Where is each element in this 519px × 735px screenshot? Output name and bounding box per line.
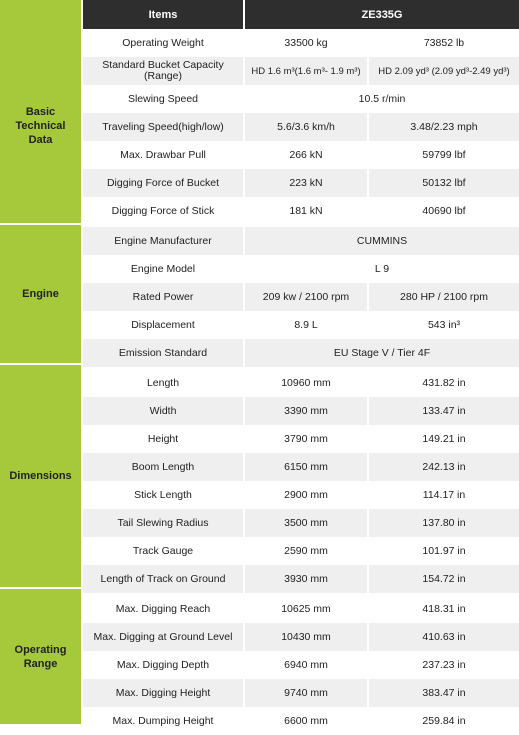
- group-operating-range: [0, 589, 81, 724]
- row-item-label: Engine Manufacturer: [83, 227, 243, 255]
- table-row: [83, 255, 519, 283]
- group-engine: [0, 225, 81, 363]
- row-imperial-value: 418.31 in: [369, 595, 519, 623]
- row-imperial-value: 543 in³: [369, 311, 519, 339]
- header-left-accent: [0, 0, 81, 29]
- row-item-label: Stick Length: [83, 481, 243, 509]
- table-row: [83, 57, 519, 85]
- row-value: L 9: [245, 255, 519, 283]
- row-metric-value: 10430 mm: [245, 623, 367, 651]
- table-row: [83, 141, 519, 169]
- row-value: EU Stage V / Tier 4F: [245, 339, 519, 367]
- row-imperial-value: 237.23 in: [369, 651, 519, 679]
- row-metric-value: 5.6/3.6 km/h: [245, 113, 367, 141]
- row-imperial-value: 50132 lbf: [369, 169, 519, 197]
- row-metric-value: 8.9 L: [245, 311, 367, 339]
- row-item-label: Rated Power: [83, 283, 243, 311]
- row-item-label: Boom Length: [83, 453, 243, 481]
- row-imperial-value: 149.21 in: [369, 425, 519, 453]
- row-imperial-value: 3.48/2.23 mph: [369, 113, 519, 141]
- table-row: [83, 453, 519, 481]
- group-label: Engine: [22, 288, 59, 300]
- row-metric-value: 209 kw / 2100 rpm: [245, 283, 367, 311]
- row-item-label: Max. Digging at Ground Level: [83, 623, 243, 651]
- row-metric-value: 33500 kg: [245, 29, 367, 57]
- row-item-label: Traveling Speed(high/low): [83, 113, 243, 141]
- row-value: 10.5 r/min: [245, 85, 519, 113]
- row-imperial-value: 383.47 in: [369, 679, 519, 707]
- row-imperial-value: 431.82 in: [369, 369, 519, 397]
- row-metric-value: 266 kN: [245, 141, 367, 169]
- table-row: [83, 113, 519, 141]
- table-row: [83, 425, 519, 453]
- row-imperial-value: 114.17 in: [369, 481, 519, 509]
- row-item-label: Emission Standard: [83, 339, 243, 367]
- table-row: [83, 227, 519, 255]
- row-imperial-value: 280 HP / 2100 rpm: [369, 283, 519, 311]
- row-imperial-value: 259.84 in: [369, 707, 519, 735]
- group-dimensions: [0, 365, 81, 587]
- row-item-label: Width: [83, 397, 243, 425]
- table-row: [83, 311, 519, 339]
- row-metric-value: 9740 mm: [245, 679, 367, 707]
- row-imperial-value: 242.13 in: [369, 453, 519, 481]
- row-metric-value: 2590 mm: [245, 537, 367, 565]
- table-row: [83, 481, 519, 509]
- table-row: [83, 29, 519, 57]
- row-item-label: Max. Drawbar Pull: [83, 141, 243, 169]
- table-row: [83, 623, 519, 651]
- group-label: Operating Range: [14, 643, 67, 670]
- row-metric-value: 223 kN: [245, 169, 367, 197]
- row-item-label: Max. Digging Depth: [83, 651, 243, 679]
- row-value: CUMMINS: [245, 227, 519, 255]
- row-metric-value: 3390 mm: [245, 397, 367, 425]
- row-item-label: Operating Weight: [83, 29, 243, 57]
- row-item-label: Digging Force of Stick: [83, 197, 243, 225]
- group-basic-technical-data: [0, 29, 81, 223]
- row-imperial-value: 73852 lb: [369, 29, 519, 57]
- row-metric-value: 3930 mm: [245, 565, 367, 593]
- table-row: [83, 707, 519, 735]
- row-imperial-value: 40690 lbf: [369, 197, 519, 225]
- table-row: [83, 537, 519, 565]
- table-row: [83, 339, 519, 367]
- row-imperial-value: 137.80 in: [369, 509, 519, 537]
- row-metric-value: 181 kN: [245, 197, 367, 225]
- table-row: [83, 169, 519, 197]
- table-row: [83, 283, 519, 311]
- row-item-label: Max. Digging Reach: [83, 595, 243, 623]
- row-metric-value: 10625 mm: [245, 595, 367, 623]
- row-imperial-value: 410.63 in: [369, 623, 519, 651]
- row-metric-value: 6940 mm: [245, 651, 367, 679]
- row-metric-value: 3790 mm: [245, 425, 367, 453]
- row-metric-value: 6150 mm: [245, 453, 367, 481]
- row-metric-value: 10960 mm: [245, 369, 367, 397]
- table-row: [83, 595, 519, 623]
- row-metric-value: 6600 mm: [245, 707, 367, 735]
- table-row: [83, 509, 519, 537]
- row-item-label: Max. Digging Height: [83, 679, 243, 707]
- row-metric-value: 2900 mm: [245, 481, 367, 509]
- row-item-label: Digging Force of Bucket: [83, 169, 243, 197]
- row-item-label: Tail Slewing Radius: [83, 509, 243, 537]
- row-metric-value: HD 1.6 m³(1.6 m³- 1.9 m³): [245, 57, 367, 85]
- row-imperial-value: 133.47 in: [369, 397, 519, 425]
- row-item-label: Track Gauge: [83, 537, 243, 565]
- table-row: [83, 651, 519, 679]
- row-imperial-value: 101.97 in: [369, 537, 519, 565]
- table-row: [83, 197, 519, 225]
- table-row: [83, 85, 519, 113]
- row-item-label: Max. Dumping Height: [83, 707, 243, 735]
- row-item-label: Length: [83, 369, 243, 397]
- row-item-label: Length of Track on Ground: [83, 565, 243, 593]
- row-item-label: Displacement: [83, 311, 243, 339]
- group-label: Basic Technical Data: [15, 106, 66, 146]
- table-row: [83, 369, 519, 397]
- row-imperial-value: 59799 lbf: [369, 141, 519, 169]
- row-item-label: Slewing Speed: [83, 85, 243, 113]
- row-metric-value: 3500 mm: [245, 509, 367, 537]
- row-imperial-value: 154.72 in: [369, 565, 519, 593]
- row-item-label: Standard Bucket Capacity (Range): [83, 57, 243, 85]
- group-label: Dimensions: [9, 470, 72, 482]
- row-item-label: Engine Model: [83, 255, 243, 283]
- row-item-label: Height: [83, 425, 243, 453]
- items-column-header: Items: [83, 0, 243, 29]
- table-row: [83, 565, 519, 593]
- table-row: [83, 397, 519, 425]
- model-column-header: ZE335G: [245, 0, 519, 29]
- table-row: [83, 679, 519, 707]
- row-imperial-value: HD 2.09 yd³ (2.09 yd³-2.49 yd³): [369, 57, 519, 85]
